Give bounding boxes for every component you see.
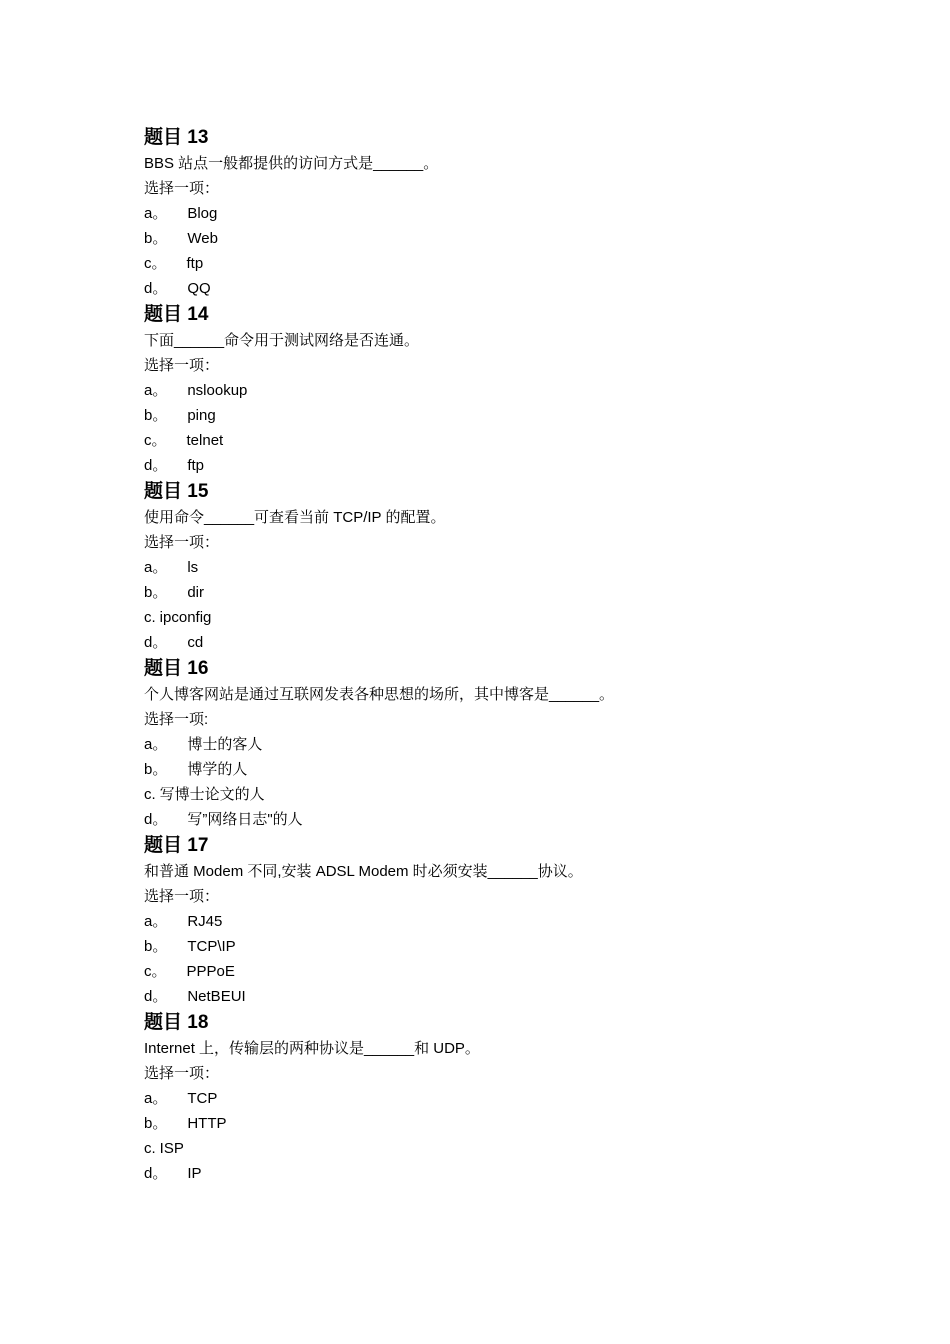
option-a <box>144 555 904 580</box>
option-c <box>144 428 904 453</box>
option-key: b。 <box>144 407 168 424</box>
option-key: a。 <box>144 913 168 930</box>
question-title: 题目 17 <box>144 835 209 856</box>
option-text: telnet <box>186 432 224 449</box>
option-d <box>144 276 904 301</box>
option-d <box>144 453 904 478</box>
question-stem: 个人博客网站是通过互联网发表各种思想的场所，其中博客是______。 <box>144 686 615 703</box>
question-block <box>144 832 904 1009</box>
option-text: HTTP <box>187 1115 227 1132</box>
option-b <box>144 580 904 605</box>
question-stem: 下面______命令用于测试网络是否连通。 <box>144 332 420 349</box>
option-text: PPPoE <box>186 963 235 980</box>
option-b <box>144 403 904 428</box>
option-text: 博士的客人 <box>187 736 263 753</box>
option-text: ipconfig <box>159 609 212 626</box>
option-text: ping <box>187 407 216 424</box>
option-key: d。 <box>144 1165 168 1182</box>
option-key: b。 <box>144 1115 168 1132</box>
option-text: ls <box>187 559 199 576</box>
option-key: b。 <box>144 230 168 247</box>
question-block <box>144 1009 904 1186</box>
option-text: QQ <box>187 280 211 297</box>
option-key: b。 <box>144 584 168 601</box>
question-title: 题目 16 <box>144 658 209 679</box>
option-text: Blog <box>187 205 218 222</box>
option-key: c. <box>144 609 156 626</box>
question-title: 题目 18 <box>144 1012 209 1033</box>
option-d <box>144 630 904 655</box>
option-c <box>144 251 904 276</box>
option-text: 博学的人 <box>187 761 248 778</box>
option-text: 写”网络日志"的人 <box>187 811 303 828</box>
option-key: b。 <box>144 761 168 778</box>
option-b <box>144 934 904 959</box>
option-key: d。 <box>144 280 168 297</box>
option-text: ftp <box>187 457 205 474</box>
option-key: a。 <box>144 1090 168 1107</box>
option-key: d。 <box>144 457 168 474</box>
option-text: ISP <box>159 1140 184 1157</box>
option-text: 写博士论文的人 <box>159 786 265 803</box>
option-key: b。 <box>144 938 168 955</box>
question-block <box>144 478 904 655</box>
option-text: dir <box>187 584 205 601</box>
question-instruction: 选择一项： <box>144 534 220 551</box>
option-key: c。 <box>144 255 167 272</box>
option-text: TCP\IP <box>187 938 236 955</box>
option-key: a。 <box>144 205 168 222</box>
option-a <box>144 378 904 403</box>
question-stem: Internet 上，传输层的两种协议是______和 UDP。 <box>144 1040 480 1057</box>
option-text: RJ45 <box>187 913 223 930</box>
option-text: ftp <box>186 255 204 272</box>
option-c <box>144 782 904 807</box>
option-key: c。 <box>144 963 167 980</box>
option-a <box>144 201 904 226</box>
option-a <box>144 909 904 934</box>
option-text: NetBEUI <box>187 988 246 1005</box>
question-block <box>144 301 904 478</box>
option-text: Web <box>187 230 218 247</box>
option-c <box>144 1136 904 1161</box>
option-key: d。 <box>144 988 168 1005</box>
option-key: d。 <box>144 634 168 651</box>
question-title: 题目 15 <box>144 481 209 502</box>
question-stem: 使用命令______可查看当前 TCP/IP 的配置。 <box>144 509 446 526</box>
option-key: a。 <box>144 382 168 399</box>
option-key: c. <box>144 1140 156 1157</box>
option-key: a。 <box>144 559 168 576</box>
option-a <box>144 1086 904 1111</box>
option-text: nslookup <box>187 382 248 399</box>
question-block <box>144 655 904 832</box>
option-c <box>144 605 904 630</box>
option-key: c。 <box>144 432 167 449</box>
question-stem: BBS 站点一般都提供的访问方式是______。 <box>144 155 439 172</box>
question-document <box>144 124 904 1186</box>
option-key: c. <box>144 786 156 803</box>
option-d <box>144 984 904 1009</box>
option-b <box>144 226 904 251</box>
question-instruction: 选择一项： <box>144 888 220 905</box>
option-text: cd <box>187 634 204 651</box>
option-key: a。 <box>144 736 168 753</box>
option-key: d。 <box>144 811 168 828</box>
option-d <box>144 807 904 832</box>
option-text: IP <box>187 1165 202 1182</box>
option-text: TCP <box>187 1090 218 1107</box>
question-instruction: 选择一项: <box>144 711 209 728</box>
question-instruction: 选择一项： <box>144 180 220 197</box>
option-b <box>144 1111 904 1136</box>
question-title: 题目 14 <box>144 304 209 325</box>
option-a <box>144 732 904 757</box>
question-instruction: 选择一项： <box>144 1065 220 1082</box>
question-stem: 和普通 Modem 不同,安装 ADSL Modem 时必须安装______协议。 <box>144 863 583 880</box>
question-instruction: 选择一项： <box>144 357 220 374</box>
question-title: 题目 13 <box>144 127 209 148</box>
option-b <box>144 757 904 782</box>
option-c <box>144 959 904 984</box>
question-block <box>144 124 904 301</box>
option-d <box>144 1161 904 1186</box>
